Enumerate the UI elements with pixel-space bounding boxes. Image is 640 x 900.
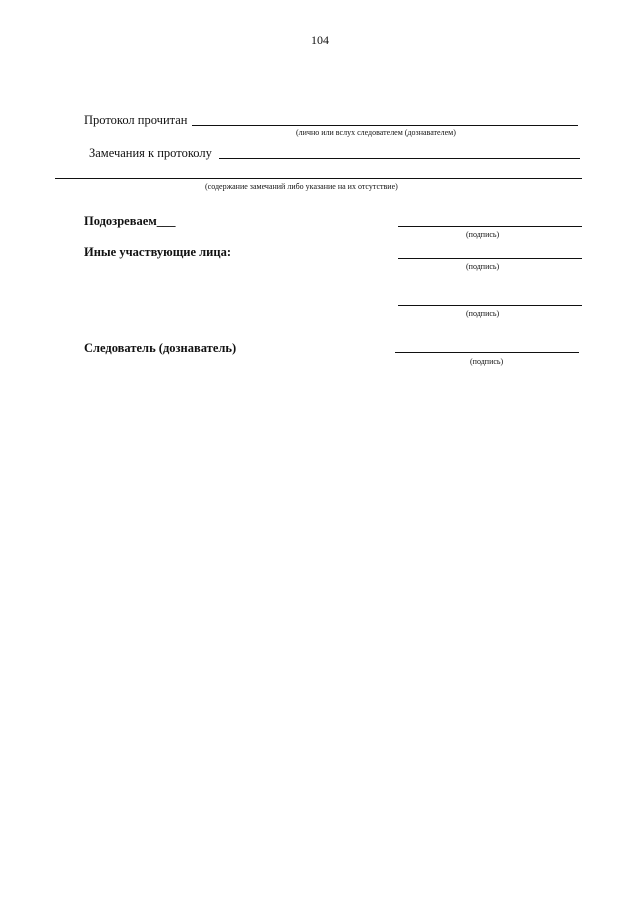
- investigator-signature-line: [395, 352, 579, 353]
- investigator-label: Следователь (дознаватель): [84, 341, 237, 355]
- other-participants-label: Иные участвующие лица:: [84, 245, 231, 259]
- remarks-caption: (содержание замечаний либо указание на их отсутствие): [205, 182, 398, 191]
- other-signature-caption-2: (подпись): [466, 309, 500, 318]
- suspect-signature-caption: (подпись): [466, 230, 500, 239]
- page-number: 104: [311, 33, 329, 47]
- remarks-label: Замечания к протоколу: [89, 146, 212, 160]
- other-signature-line-1: [398, 258, 582, 259]
- protocol-read-caption: (лично или вслух следователем (дознавателем): [296, 128, 456, 137]
- suspect-signature-line: [398, 226, 582, 227]
- other-signature-caption-1: (подпись): [466, 262, 500, 271]
- remarks-line: [219, 158, 580, 159]
- investigator-signature-caption: (подпись): [470, 357, 504, 366]
- protocol-read-label: Протокол прочитан: [84, 113, 188, 127]
- suspect-label: Подозреваем___: [84, 214, 176, 228]
- other-signature-line-2: [398, 305, 582, 306]
- protocol-read-line: [192, 125, 578, 126]
- remarks-full-line: [55, 178, 582, 179]
